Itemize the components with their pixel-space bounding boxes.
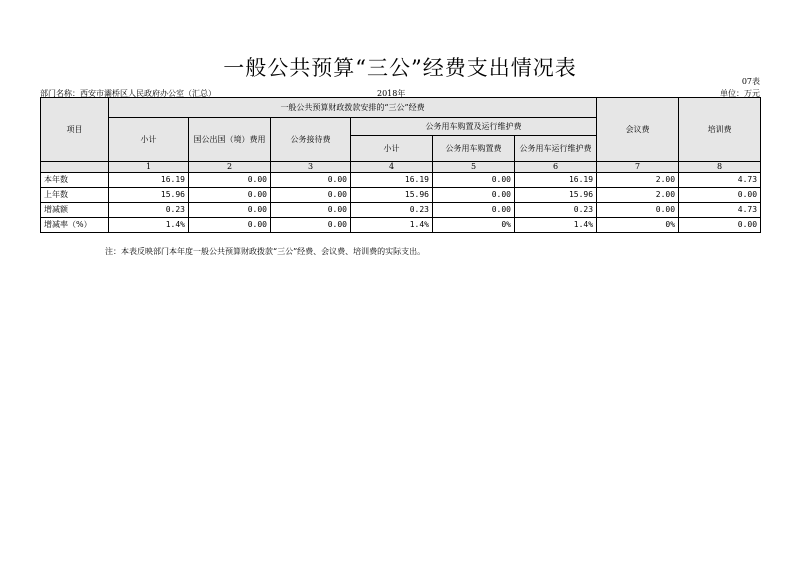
cell-value: 0.00 — [597, 203, 679, 218]
row-label: 上年数 — [41, 188, 109, 203]
table-row — [41, 173, 761, 188]
table-row — [41, 203, 761, 218]
index-cell: 2 — [189, 162, 271, 173]
cell-value: 0.23 — [109, 203, 189, 218]
index-cell: 3 — [271, 162, 351, 173]
header-vehicle-subtotal: 小计 — [351, 136, 433, 162]
header-vehicle-group: 公务用车购置及运行维护费 — [351, 118, 597, 136]
cell-value: 4.73 — [679, 203, 761, 218]
index-cell: 8 — [679, 162, 761, 173]
cell-value: 0.00 — [271, 203, 351, 218]
cell-value: 0.00 — [433, 173, 515, 188]
cell-value: 1.4% — [109, 218, 189, 233]
header-vehicle-maint: 公务用车运行维护费 — [515, 136, 597, 162]
cell-value: 0.00 — [271, 173, 351, 188]
cell-value: 1.4% — [351, 218, 433, 233]
unit-label: 单位：万元 — [720, 89, 760, 98]
page-title: 一般公共预算“三公”经费支出情况表 — [223, 56, 577, 80]
index-cell: 5 — [433, 162, 515, 173]
index-cell: 6 — [515, 162, 597, 173]
header-abroad: 国公出国（境）费用 — [189, 118, 271, 162]
report-year: 2018年 — [377, 89, 406, 98]
cell-value: 0.23 — [351, 203, 433, 218]
table-number: 07表 — [741, 77, 760, 86]
cell-value: 0.23 — [515, 203, 597, 218]
row-label: 本年数 — [41, 173, 109, 188]
cell-value: 0.00 — [189, 203, 271, 218]
cell-value: 16.19 — [109, 173, 189, 188]
index-cell: 7 — [597, 162, 679, 173]
table-row — [41, 218, 761, 233]
cell-value: 0.00 — [679, 188, 761, 203]
header-group: 一般公共预算财政拨款安排的“三公”经费 — [109, 98, 597, 118]
index-cell: 4 — [351, 162, 433, 173]
cell-value: 16.19 — [351, 173, 433, 188]
cell-value: 0.00 — [271, 218, 351, 233]
cell-value: 15.96 — [351, 188, 433, 203]
index-row — [41, 162, 761, 173]
cell-value: 15.96 — [109, 188, 189, 203]
row-label: 增减率（%） — [41, 218, 109, 233]
header-item: 项目 — [41, 98, 109, 162]
index-cell-blank — [41, 162, 109, 173]
table-row — [41, 188, 761, 203]
index-cell: 1 — [109, 162, 189, 173]
cell-value: 1.4% — [515, 218, 597, 233]
expense-table — [40, 97, 761, 233]
cell-value: 0% — [597, 218, 679, 233]
cell-value: 0.00 — [189, 173, 271, 188]
cell-value: 0.00 — [433, 203, 515, 218]
cell-value: 0.00 — [189, 188, 271, 203]
header-training: 培训费 — [679, 98, 761, 162]
department-name: 部门名称：西安市灞桥区人民政府办公室（汇总） — [40, 89, 216, 98]
cell-value: 0.00 — [189, 218, 271, 233]
cell-value: 16.19 — [515, 173, 597, 188]
cell-value: 2.00 — [597, 188, 679, 203]
row-label: 增减额 — [41, 203, 109, 218]
header-reception: 公务接待费 — [271, 118, 351, 162]
cell-value: 0.00 — [679, 218, 761, 233]
cell-value: 0.00 — [433, 188, 515, 203]
cell-value: 2.00 — [597, 173, 679, 188]
header-meeting: 会议费 — [597, 98, 679, 162]
cell-value: 4.73 — [679, 173, 761, 188]
header-vehicle-purchase: 公务用车购置费 — [433, 136, 515, 162]
cell-value: 15.96 — [515, 188, 597, 203]
cell-value: 0.00 — [271, 188, 351, 203]
footnote: 注：本表反映部门本年度一般公共预算财政拨款“三公”经费、会议费、培训费的实际支出。 — [105, 247, 426, 256]
header-subtotal: 小计 — [109, 118, 189, 162]
cell-value: 0% — [433, 218, 515, 233]
